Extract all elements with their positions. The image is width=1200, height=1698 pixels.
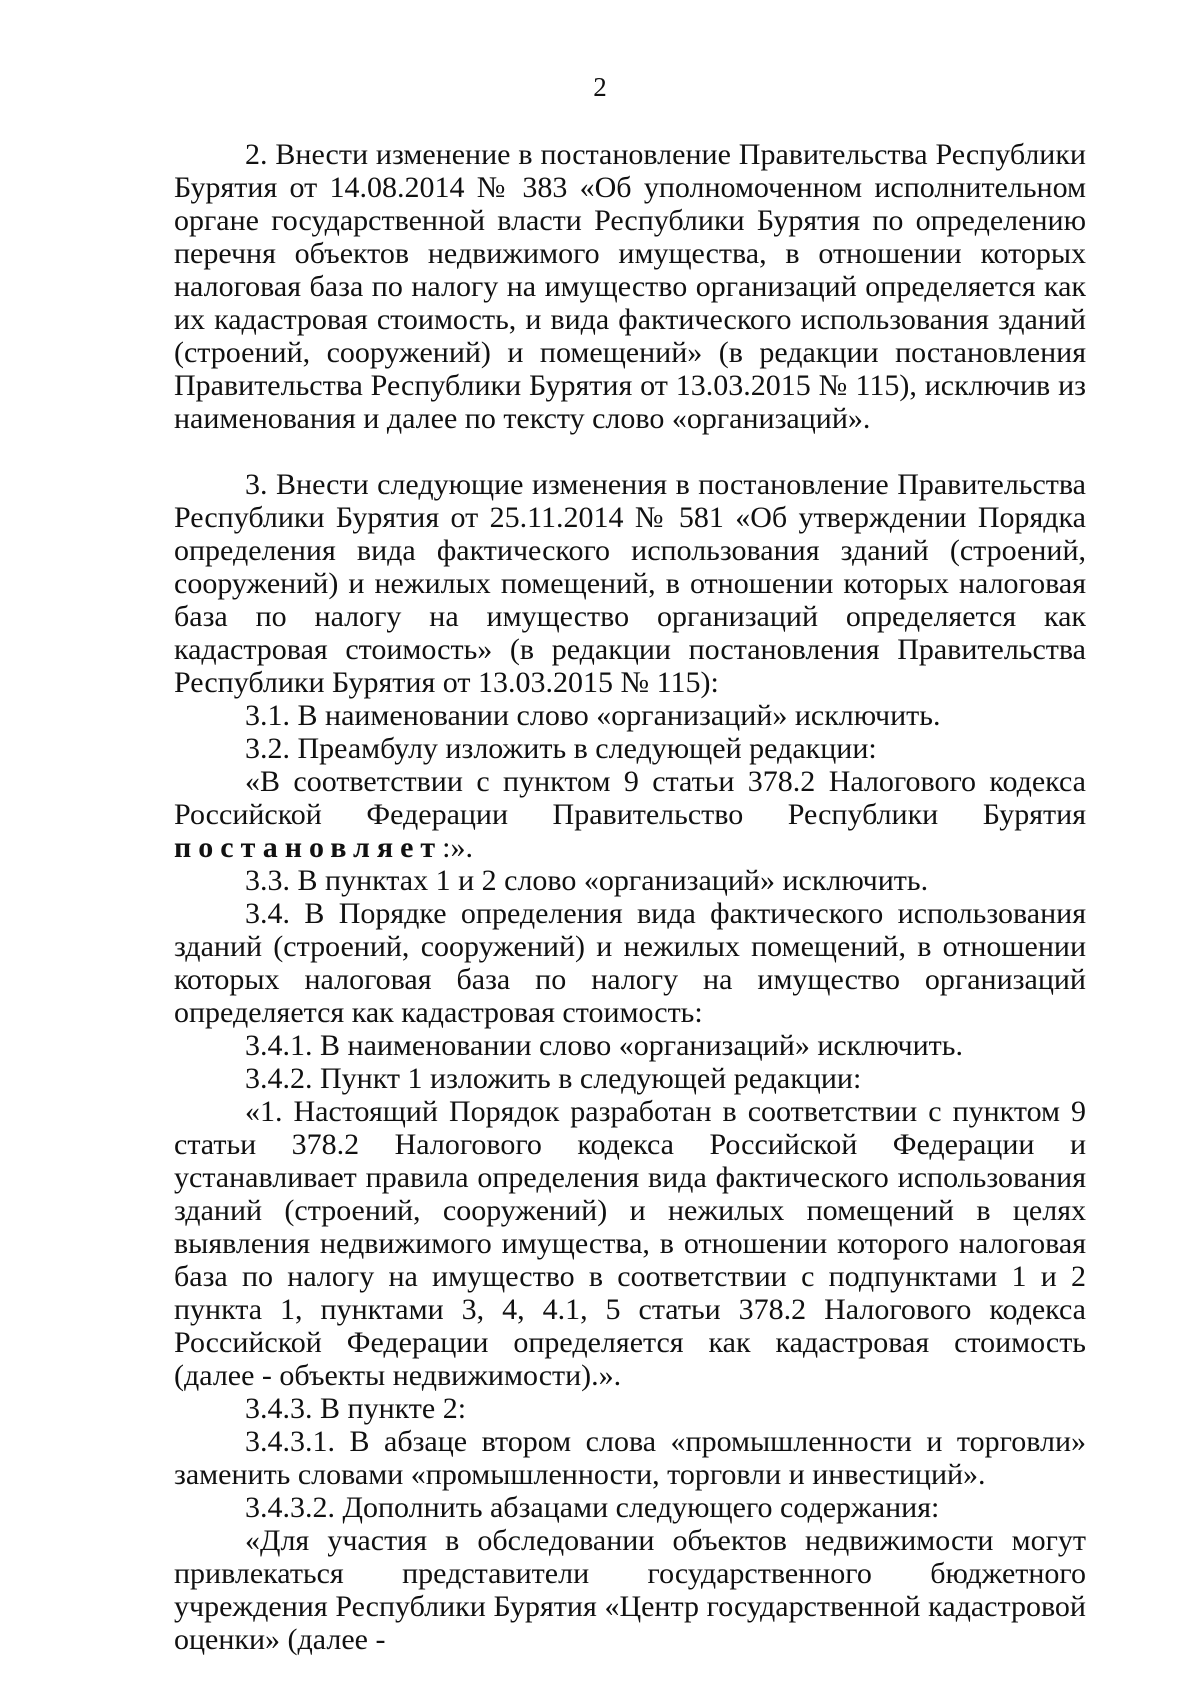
paragraph-3-4-3: 3.4.3. В пункте 2: <box>245 1392 467 1425</box>
paragraph-3-1: 3.1. В наименовании слово «организаций» исключить. <box>245 699 941 732</box>
document-body <box>174 138 1086 1656</box>
paragraph-3-4-2: 3.4.2. Пункт 1 изложить в следующей редакции: <box>245 1062 862 1095</box>
paragraph-3-4: 3.4. В Порядке определения вида фактического использования зданий (строений, сооружений) и нежилых помещений, в отношении которых налоговая база по налогу на имущество организаций определяется как кадастровая стоимость: <box>174 897 1086 1029</box>
paragraph-3-4-2-quote: «1. Настоящий Порядок разработан в соответствии с пунктом 9 статьи 378.2 Налогового кодекса Российской Федерации и устанавливает правила определения вида фактического использования зданий (строений, сооружений) и нежилых помещений в целях выявления недвижимого имущества, в отношении которого налоговая база по налогу на имущество в соответствии с подпунктами 1 и 2 пункта 1, пунктами 3, 4, 4.1, 5 статьи 378.2 Налогового кодекса Российской Федерации определяется как кадастровая стоимость (далее - объекты недвижимости).». <box>174 1095 1086 1392</box>
paragraph-3-2-quote <box>174 765 1086 864</box>
paragraph-2: 2. Внести изменение в постановление Правительства Республики Бурятия от 14.08.2014 № 383 «Об уполномоченном исполнительном органе государственной власти Республики Бурятия по определению перечня объектов недвижимого имущества, в отношении которых налоговая база по налогу на имущество организаций определяется как их кадастровая стоимость, и вида фактического использования зданий (строений, сооружений) и помещений» (в редакции постановления Правительства Республики Бурятия от 13.03.2015 № 115), исключив из наименования и далее по тексту слово «организаций». <box>174 138 1086 435</box>
paragraph-3-4-1: 3.4.1. В наименовании слово «организаций» исключить. <box>245 1029 963 1062</box>
quote-text: «В соответствии с пунктом 9 статьи 378.2 Налогового кодекса Российской Федерации Правительство Республики Бурятия <box>174 765 1086 831</box>
page-number: 2 <box>593 72 607 102</box>
paragraph-3-4-3-2: 3.4.3.2. Дополнить абзацами следующего содержания: <box>245 1491 940 1524</box>
paragraph-spacer <box>174 435 1086 468</box>
paragraph-3: 3. Внести следующие изменения в постановление Правительства Республики Бурятия от 25.11.2014 № 581 «Об утверждении Порядка определения вида фактического использования зданий (строений, сооружений) и нежилых помещений, в отношении которых налоговая база по налогу на имущество организаций определяется как кадастровая стоимость» (в редакции постановления Правительства Республики Бурятия от 13.03.2015 № 115): <box>174 468 1086 699</box>
paragraph-3-4-3-1: 3.4.3.1. В абзаце втором слова «промышленности и торговли» заменить словами «промышленности, торговли и инвестиций». <box>174 1425 1086 1491</box>
quote-end: :». <box>442 831 474 864</box>
paragraph-3-4-3-2-quote: «Для участия в обследовании объектов недвижимости могут привлекаться представители государственного бюджетного учреждения Республики Бурятия «Центр государственной кадастровой оценки» (далее - <box>174 1524 1086 1656</box>
resolution-word: постановляет <box>174 831 443 864</box>
paragraph-3-2: 3.2. Преамбулу изложить в следующей редакции: <box>245 732 877 765</box>
paragraph-3-3: 3.3. В пунктах 1 и 2 слово «организаций» исключить. <box>245 864 929 897</box>
